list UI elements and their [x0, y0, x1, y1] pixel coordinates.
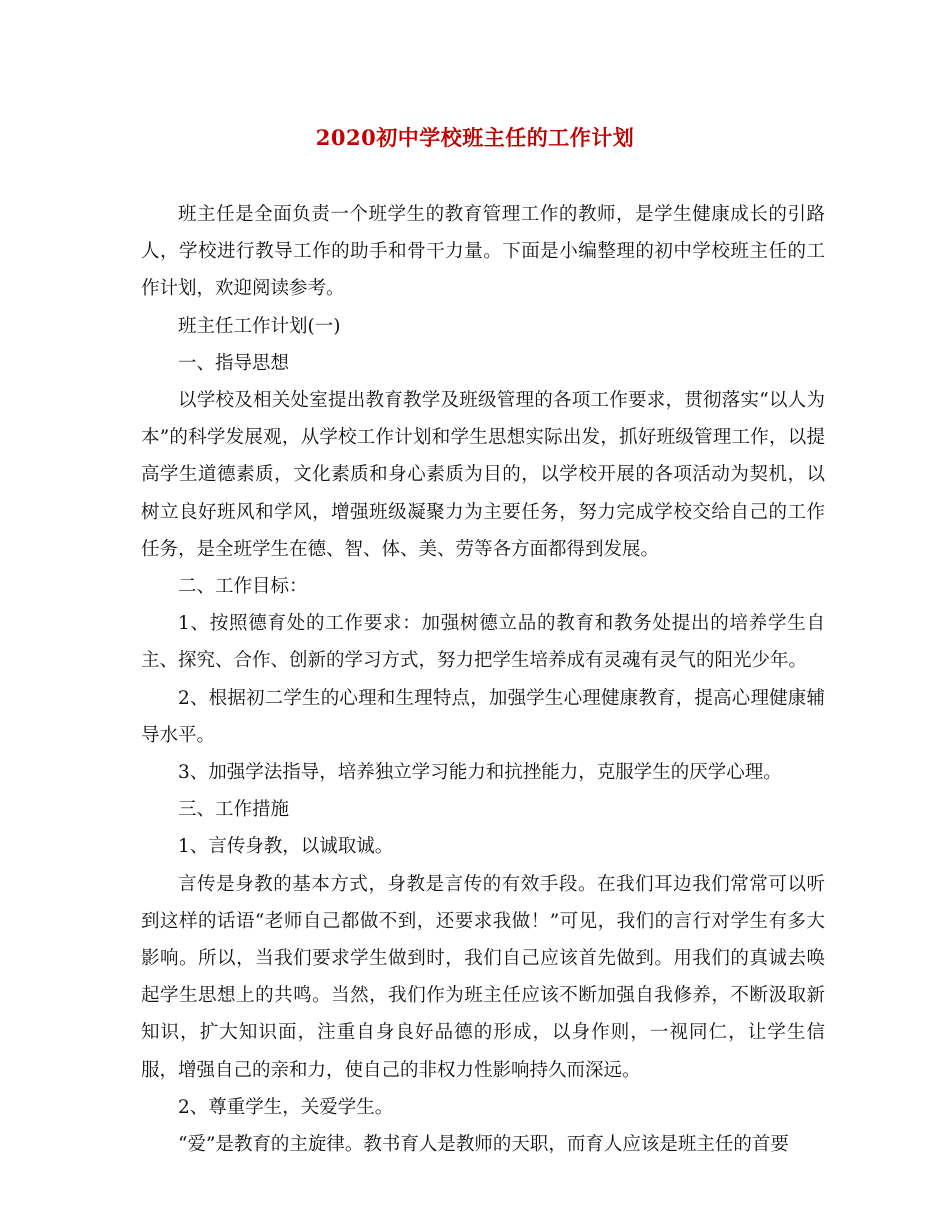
- section-heading-work-goals: 二、工作目标：: [178, 576, 308, 598]
- document-body: [141, 196, 825, 1163]
- paragraph-guiding-thought: 以学校及相关处室提出教育教学及班级管理的各项工作要求，贯彻落实“以人为本”的科学发展观，从学校工作计划和学生思想实际出发，抓好班级管理工作，以提高学生道德素质，文化素质和身心素质为目的，以学校开展的各项活动为契机，以树立良好班风和学风，增强班级凝聚力为主要任务，努力完成学校交给自己的工作任务，是全班学生在德、智、体、美、劳等各方面都得到发展。: [141, 390, 825, 560]
- document-title: 2020初中学校班主任的工作计划: [315, 125, 635, 150]
- paragraph-goal-3: 3、加强学法指导，培养独立学习能力和抗挫能力，克服学生的厌学心理。: [178, 762, 782, 784]
- section-heading-work-measures: 三、工作措施: [178, 799, 290, 821]
- paragraph-goal-2: 2、根据初二学生的心理和生理特点，加强学生心理健康教育，提高心理健康辅导水平。: [141, 687, 825, 746]
- paragraph-measure-1: 言传是身教的基本方式，身教是言传的有效手段。在我们耳边我们常常可以听到这样的话语“老师自己都做不到，还要求我做！”可见，我们的言行对学生有多大影响。所以，当我们要求学生做到时，我们自己应该首先做到。用我们的真诚去唤起学生思想上的共鸣。当然，我们作为班主任应该不断加强自我修养，不断汲取新知识，扩大知识面，注重自身良好品德的形成，以身作则，一视同仁，让学生信服，增强自己的亲和力，使自己的非权力性影响持久而深远。: [141, 873, 825, 1081]
- paragraph-goal-1: 1、按照德育处的工作要求：加强树德立品的教育和教务处提出的培养学生自主、探究、合作、创新的学习方式，努力把学生培养成有灵魂有灵气的阳光少年。: [141, 613, 825, 672]
- section-heading-plan-1: 班主任工作计划(一): [178, 315, 341, 337]
- subheading-measure-1: 1、言传身教，以诚取诚。: [178, 836, 394, 858]
- section-heading-guiding-thought: 一、指导思想: [178, 352, 290, 374]
- subheading-measure-2: 2、尊重学生，关爱学生。: [178, 1096, 394, 1118]
- paragraph-measure-2: “爱”是教育的主旋律。教书育人是教师的天职，而育人应该是班主任的首要: [178, 1134, 789, 1156]
- paragraph-intro: 班主任是全面负责一个班学生的教育管理工作的教师，是学生健康成长的引路人，学校进行教导工作的助手和骨干力量。下面是小编整理的初中学校班主任的工作计划，欢迎阅读参考。: [141, 204, 825, 300]
